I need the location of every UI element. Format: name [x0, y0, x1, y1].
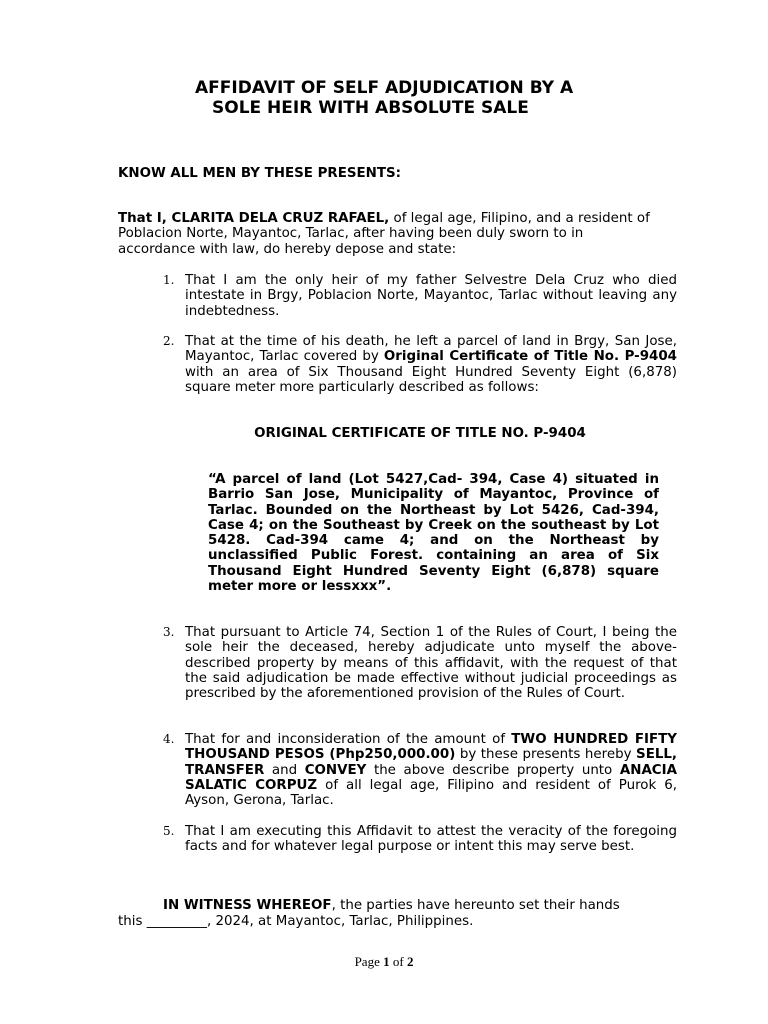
document-title-line-2: SOLE HEIR WITH ABSOLUTE SALE	[212, 98, 529, 118]
total-pages: 2	[406, 954, 414, 969]
witness-line-2: this _________, 2024, at Mayantoc, Tarlac, Philippines.	[118, 914, 474, 929]
item-number-2: 2.	[163, 334, 175, 348]
item-number-3: 3.	[163, 625, 175, 639]
buyer-name: ANACIA SALATIC CORPUZ	[185, 762, 677, 793]
item-4-text-c: and	[264, 762, 305, 778]
item-number-1: 1.	[163, 273, 175, 287]
witness-text: , the parties have hereunto set their hands	[331, 898, 620, 913]
item-4-text-a: That for and inconsideration of the amount of	[185, 732, 512, 747]
item-2-text-a: That at the time of his death, he left a parcel of land in Brgy, San Jose, Mayantoc, Tarlac covered by	[185, 334, 677, 365]
sale-amount: TWO HUNDRED FIFTY THOUSAND PESOS (Php250,000.00)	[185, 732, 677, 763]
sell-transfer: SELL, TRANSFER	[185, 747, 677, 778]
witness-line-1	[163, 898, 620, 913]
current-page: 1	[383, 954, 390, 969]
list-item-3	[185, 625, 677, 701]
intro-text: of legal age, Filipino, and a resident of Poblacion Norte, Mayantoc, Tarlac, after having been duly sworn to in accordance with law, do hereby depose and state:	[118, 211, 650, 257]
intro-paragraph	[118, 211, 658, 257]
item-4-text-b: by these presents hereby	[455, 747, 637, 763]
of-label: of	[389, 954, 407, 969]
convey: CONVEY	[304, 762, 367, 778]
item-2-text-b: with an area of Six Thousand Eight Hundred Seventy Eight (6,878) square meter more particularly described as follows:	[185, 364, 677, 395]
document-title-line-1: AFFIDAVIT OF SELF ADJUDICATION BY A	[195, 78, 574, 98]
list-item-2	[185, 334, 677, 395]
item-3-text: That pursuant to Article 74, Section 1 of the Rules of Court, I being the sole heir the deceased, hereby adjudicate unto myself the above-described property by means of this affidavit, with the request of that the said adjudication be made effective without judicial proceedings as prescribed by the aforementioned provision of the Rules of Court.	[185, 625, 677, 702]
witness-heading: IN WITNESS WHEREOF	[163, 898, 332, 913]
list-item-1	[185, 273, 677, 319]
know-all-men-heading: KNOW ALL MEN BY THESE PRESENTS:	[118, 166, 402, 181]
list-item-5	[185, 824, 677, 855]
oct-heading: ORIGINAL CERTIFICATE OF TITLE NO. P-9404	[254, 426, 586, 441]
oct-description-quote: “A parcel of land (Lot 5427,Cad- 394, Case 4) situated in Barrio San Jose, Municipality of Mayantoc, Province of Tarlac. Bounded on the Northeast by Lot 5426, Cad-394, Case 4; on the Southeast by Creek on the southeast by Lot 5428. Cad-394 came 4; and on the Northeast by unclassified Public Forest. containing an area of Six Thousand Eight Hundred Seventy Eight (6,878) square meter more or lessxxx”.	[208, 472, 659, 595]
list-item-4	[185, 732, 677, 808]
item-4-text-e: of all legal age, Filipino and resident of Purok 6, Ayson, Gerona, Tarlac.	[185, 777, 677, 809]
item-4-text-d: the above describe property unto	[366, 762, 620, 778]
item-5-text: That I am executing this Affidavit to attest the veracity of the foregoing facts and for whatever legal purpose or intent this may serve best.	[185, 824, 677, 855]
oct-reference: Original Certificate of Title No. P-9404	[383, 349, 677, 365]
item-1-text: That I am the only heir of my father Selvestre Dela Cruz who died intestate in Brgy, Poblacion Norte, Mayantoc, Tarlac without leaving any indebtedness.	[185, 273, 677, 319]
page-label: Page	[354, 954, 384, 969]
item-number-5: 5.	[163, 824, 175, 838]
affiant-name: That I, CLARITA DELA CRUZ RAFAEL,	[118, 211, 390, 226]
page-footer	[0, 954, 768, 969]
item-number-4: 4.	[163, 732, 175, 746]
